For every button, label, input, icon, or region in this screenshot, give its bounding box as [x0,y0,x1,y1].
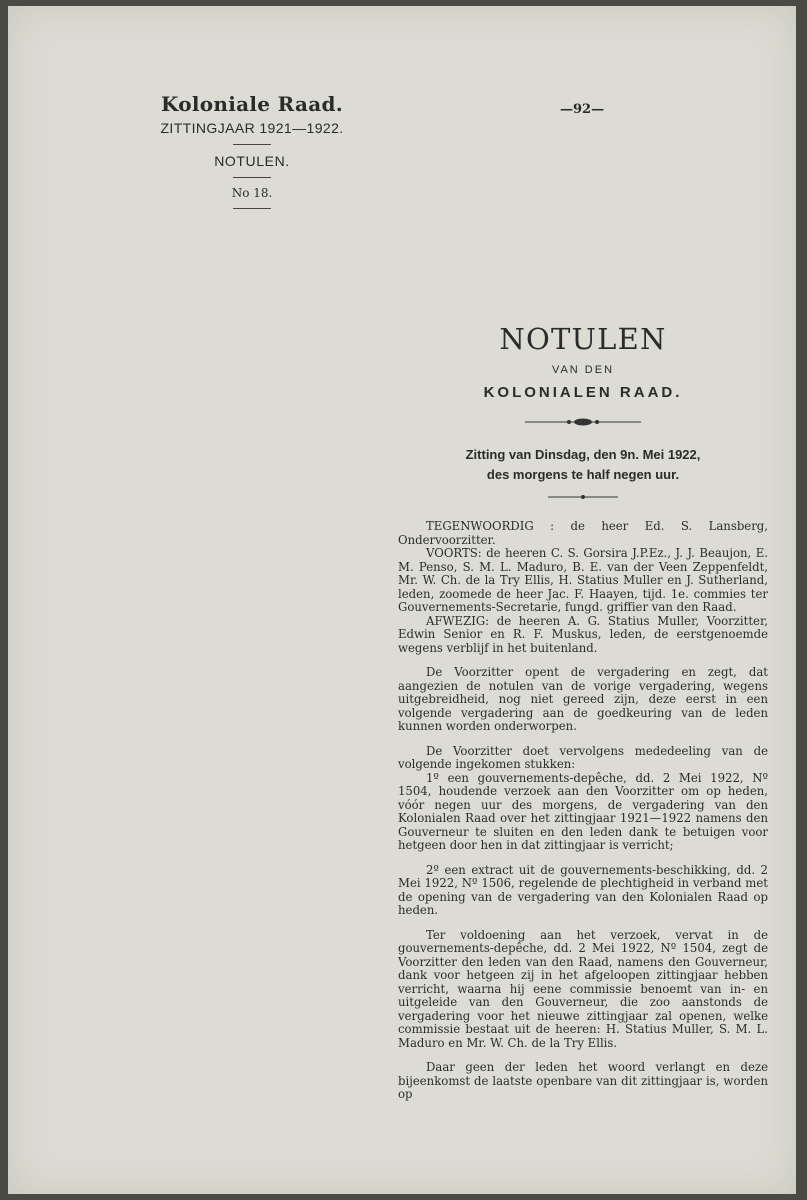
session-year: ZITTINGJAAR 1921—1922. [160,120,344,136]
paragraph-also-present: VOORTS: de heeren C. S. Gorsira J.P.Ez., J. J. Beaujon, E. M. Penso, S. M. L. Maduro, B. E. van der Veen Zeppenfeldt, Mr. W. Ch. de la Try Ellis, H. Statius Muller en J. Sutherland, leden, zoomede de heer Jac. F. Haayen, tijd. 1e. commies ter Gouvernements-Secretarie, fungd. griffier van den Raad. [398,546,768,614]
title-block [398,322,768,505]
ornament-divider-icon [525,415,641,429]
header-block [128,92,376,217]
issue-number: No 18. [231,186,273,200]
paragraph-item-2: 2º een extract uit de gouvernements-beschikking, dd. 2 Mei 1922, Nº 1506, regelende de plechtigheid in verband met de opening van de vergadering van den Kolonialen Raad op heden. [398,862,768,917]
paragraph-closing: Daar geen der leden het woord verlangt en deze bijeenkomst de laatste openbare van dit zittingjaar is, worden op [398,1060,768,1101]
divider [233,208,271,209]
page-number: —92— [560,102,605,117]
paragraph-opening: De Voorzitter opent de vergadering en zegt, dat aangezien de notulen van de vorige vergadering, wegens uitgebreidheid, nog niet gereed zijn, deze eerst in een volgende vergadering aan de goedkeuring van de leden kunnen worden onderworpen. [398,665,768,733]
paragraph-item-1: 1º een gouvernements-depêche, dd. 2 Mei 1922, Nº 1504, houdende verzoek aan den Voorzitter om op heden, vóór negen uur des morgens, de vergadering van den Kolonialen Raad over het zittingjaar 1921—1922 namens den Gouverneur te sluiten en den leden dank te betuigen voor hetgeen door hen in dat zittingjaar is verricht; [398,770,768,852]
document-page [8,6,796,1194]
paragraph-announcements: De Voorzitter doet vervolgens mededeeling van de volgende ingekomen stukken: [398,743,768,771]
session-date: Zitting van Dinsdag, den 9n. Mei 1922, [465,447,701,462]
paragraph-present: TEGENWOORDIG : de heer Ed. S. Lansberg, Ondervoorzitter. [398,519,768,547]
page-title: NOTULEN [499,322,667,356]
divider [233,144,271,145]
minutes-label: NOTULEN. [214,153,290,169]
session-info [398,445,768,485]
council-name: Koloniale Raad. [160,92,344,116]
minutes-body [398,520,768,1102]
session-time: des morgens te half negen uur. [486,467,680,482]
paragraph-absent: AFWEZIG: de heeren A. G. Statius Muller, Voorzitter, Edwin Senior en R. F. Muskus, leden, de eerstgenoemde wegens verblijf in het buitenland. [398,613,768,655]
paragraph-thanks: Ter voldoening aan het verzoek, vervat in de gouvernements-depêche, dd. 2 Mei 1922, Nº 1504, zegt de Voorzitter den leden van den Raad, namens den Gouverneur, dank voor hetgeen zij in het afgeloopen zittingjaar hebben verricht, waarna hij eene commissie benoemt van in- en uitgeleide van den Gouverneur, die zoo aanstonds de vergadering voor het nieuwe zittingjaar zal openen, welke commissie bestaat uit de heeren: H. Statius Muller, S. M. L. Maduro en Mr. W. Ch. de la Try Ellis. [398,927,768,1050]
title-subline: VAN DEN [551,364,615,376]
small-divider-icon [548,493,618,501]
council-title: KOLONIALEN RAAD. [483,384,683,401]
divider [233,177,271,178]
